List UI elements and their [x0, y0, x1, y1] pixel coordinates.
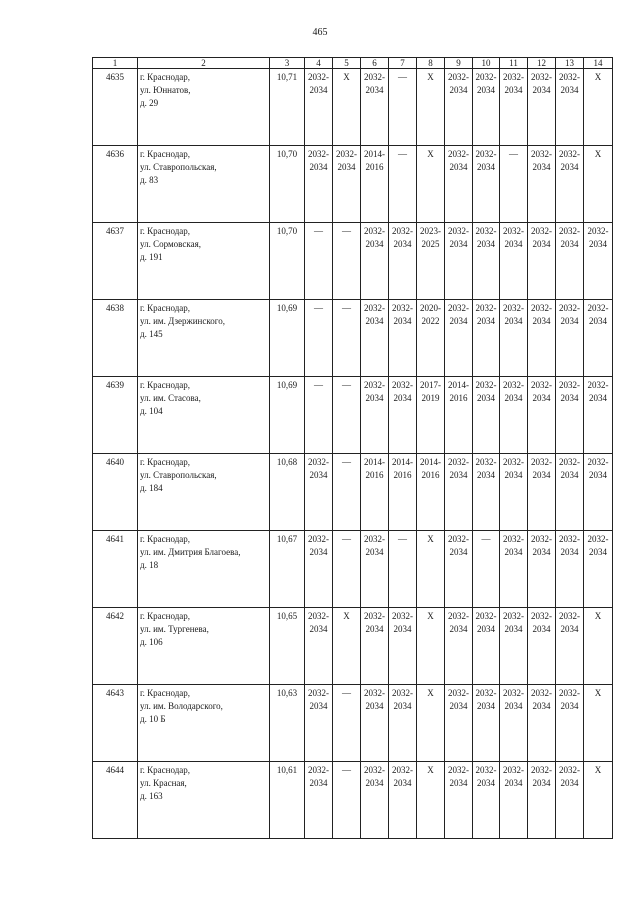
period-cell: 2032- 2034 — [556, 608, 584, 685]
period-cell: — — [389, 146, 417, 223]
period-cell: 2032- 2034 — [500, 300, 528, 377]
period-cell: 2032- 2034 — [361, 608, 389, 685]
address-cell: г. Краснодар, ул. Сормовская, д. 191 — [138, 223, 270, 300]
address-cell: г. Краснодар, ул. им. Дмитрия Благоева, д. 18 — [138, 531, 270, 608]
period-cell: 2014- 2016 — [389, 454, 417, 531]
period-cell: 2032- 2034 — [500, 377, 528, 454]
table-row — [93, 531, 613, 608]
period-cell: 2014- 2016 — [417, 454, 445, 531]
address-cell: г. Краснодар, ул. им. Дзержинского, д. 145 — [138, 300, 270, 377]
period-cell: 2032- 2034 — [556, 685, 584, 762]
table-row — [93, 454, 613, 531]
period-cell: — — [305, 223, 333, 300]
column-number: 6 — [361, 58, 389, 69]
address-cell: г. Краснодар, ул. Ставропольская, д. 184 — [138, 454, 270, 531]
period-cell: Х — [333, 608, 361, 685]
row-number-cell: 4643 — [93, 685, 138, 762]
period-cell: 2032- 2034 — [584, 300, 613, 377]
period-cell: 2032- 2034 — [473, 377, 500, 454]
period-cell: 2032- 2034 — [556, 69, 584, 146]
period-cell: 2032- 2034 — [500, 454, 528, 531]
period-cell: 2032- 2034 — [473, 762, 500, 839]
period-cell: 2032- 2034 — [528, 69, 556, 146]
period-cell: 2032- 2034 — [305, 146, 333, 223]
period-cell: 2032- 2034 — [473, 146, 500, 223]
column-number-row — [93, 58, 613, 69]
period-cell: 2032- 2034 — [361, 685, 389, 762]
column-number: 11 — [500, 58, 528, 69]
register-table — [92, 57, 613, 839]
period-cell: 2014- 2016 — [445, 377, 473, 454]
column-number: 7 — [389, 58, 417, 69]
period-cell: 2032- 2034 — [445, 685, 473, 762]
table-row — [93, 300, 613, 377]
row-number-cell: 4640 — [93, 454, 138, 531]
period-cell: 2017- 2019 — [417, 377, 445, 454]
period-cell: 2032- 2034 — [500, 223, 528, 300]
area-cell: 10,67 — [270, 531, 305, 608]
period-cell: 2023- 2025 — [417, 223, 445, 300]
period-cell: 2032- 2034 — [445, 146, 473, 223]
period-cell: — — [333, 377, 361, 454]
period-cell: Х — [584, 608, 613, 685]
period-cell: 2032- 2034 — [473, 69, 500, 146]
column-number: 9 — [445, 58, 473, 69]
period-cell: 2032- 2034 — [473, 454, 500, 531]
area-cell: 10,70 — [270, 146, 305, 223]
period-cell: 2032- 2034 — [361, 531, 389, 608]
period-cell: Х — [584, 685, 613, 762]
period-cell: 2032- 2034 — [473, 608, 500, 685]
period-cell: 2032- 2034 — [500, 531, 528, 608]
period-cell: 2032- 2034 — [445, 69, 473, 146]
period-cell: 2032- 2034 — [305, 685, 333, 762]
column-number: 1 — [93, 58, 138, 69]
period-cell: Х — [584, 762, 613, 839]
period-cell: — — [500, 146, 528, 223]
period-cell: 2032- 2034 — [528, 454, 556, 531]
period-cell: 2032- 2034 — [500, 762, 528, 839]
period-cell: Х — [333, 69, 361, 146]
period-cell: 2032- 2034 — [528, 300, 556, 377]
period-cell: 2032- 2034 — [556, 762, 584, 839]
row-number-cell: 4639 — [93, 377, 138, 454]
area-cell: 10,69 — [270, 377, 305, 454]
table-body — [93, 69, 613, 839]
period-cell: 2032- 2034 — [528, 685, 556, 762]
period-cell: Х — [417, 685, 445, 762]
column-number: 2 — [138, 58, 270, 69]
period-cell: — — [333, 454, 361, 531]
area-cell: 10,71 — [270, 69, 305, 146]
period-cell: 2032- 2034 — [361, 377, 389, 454]
address-cell: г. Краснодар, ул. им. Володарского, д. 10 Б — [138, 685, 270, 762]
table-row — [93, 608, 613, 685]
period-cell: 2032- 2034 — [556, 531, 584, 608]
period-cell: 2032- 2034 — [473, 300, 500, 377]
row-number-cell: 4636 — [93, 146, 138, 223]
period-cell: 2032- 2034 — [305, 69, 333, 146]
period-cell: 2032- 2034 — [445, 300, 473, 377]
period-cell: 2032- 2034 — [305, 762, 333, 839]
period-cell: 2014- 2016 — [361, 146, 389, 223]
period-cell: 2032- 2034 — [361, 300, 389, 377]
table-row — [93, 146, 613, 223]
period-cell: 2032- 2034 — [528, 146, 556, 223]
period-cell: 2032- 2034 — [584, 223, 613, 300]
column-number: 12 — [528, 58, 556, 69]
period-cell: 2032- 2034 — [528, 377, 556, 454]
period-cell: 2032- 2034 — [584, 531, 613, 608]
period-cell: Х — [417, 531, 445, 608]
period-cell: 2032- 2034 — [361, 69, 389, 146]
period-cell: — — [333, 762, 361, 839]
period-cell: — — [305, 300, 333, 377]
column-number: 3 — [270, 58, 305, 69]
period-cell: Х — [584, 146, 613, 223]
period-cell: Х — [584, 69, 613, 146]
period-cell: 2032- 2034 — [584, 377, 613, 454]
period-cell: 2032- 2034 — [389, 223, 417, 300]
area-cell: 10,70 — [270, 223, 305, 300]
table-row — [93, 762, 613, 839]
period-cell: 2032- 2034 — [361, 762, 389, 839]
table-row — [93, 223, 613, 300]
period-cell: — — [389, 69, 417, 146]
address-cell: г. Краснодар, ул. Юннатов, д. 29 — [138, 69, 270, 146]
period-cell: 2032- 2034 — [389, 685, 417, 762]
column-number: 13 — [556, 58, 584, 69]
period-cell: 2032- 2034 — [500, 69, 528, 146]
period-cell: — — [305, 377, 333, 454]
period-cell: 2032- 2034 — [389, 762, 417, 839]
address-cell: г. Краснодар, ул. Красная, д. 163 — [138, 762, 270, 839]
table-row — [93, 69, 613, 146]
period-cell: — — [333, 531, 361, 608]
period-cell: 2032- 2034 — [528, 223, 556, 300]
period-cell: 2032- 2034 — [389, 377, 417, 454]
period-cell: Х — [417, 762, 445, 839]
period-cell: 2032- 2034 — [445, 223, 473, 300]
table-row — [93, 377, 613, 454]
row-number-cell: 4637 — [93, 223, 138, 300]
period-cell: 2032- 2034 — [528, 531, 556, 608]
area-cell: 10,63 — [270, 685, 305, 762]
page-number: 465 — [312, 27, 328, 38]
period-cell: — — [389, 531, 417, 608]
period-cell: 2032- 2034 — [500, 685, 528, 762]
period-cell: 2020- 2022 — [417, 300, 445, 377]
period-cell: — — [333, 685, 361, 762]
area-cell: 10,68 — [270, 454, 305, 531]
period-cell: 2032- 2034 — [305, 531, 333, 608]
period-cell: Х — [417, 146, 445, 223]
period-cell: 2032- 2034 — [445, 608, 473, 685]
period-cell: 2032- 2034 — [556, 377, 584, 454]
period-cell: 2032- 2034 — [473, 223, 500, 300]
row-number-cell: 4635 — [93, 69, 138, 146]
period-cell: 2032- 2034 — [445, 762, 473, 839]
period-cell: 2032- 2034 — [333, 146, 361, 223]
period-cell: 2032- 2034 — [305, 454, 333, 531]
area-cell: 10,69 — [270, 300, 305, 377]
address-cell: г. Краснодар, ул. им. Тургенева, д. 106 — [138, 608, 270, 685]
period-cell: 2032- 2034 — [556, 223, 584, 300]
period-cell: — — [333, 223, 361, 300]
period-cell: 2032- 2034 — [445, 454, 473, 531]
period-cell: — — [473, 531, 500, 608]
period-cell: 2032- 2034 — [305, 608, 333, 685]
period-cell: Х — [417, 69, 445, 146]
column-number: 10 — [473, 58, 500, 69]
period-cell: 2032- 2034 — [528, 762, 556, 839]
row-number-cell: 4638 — [93, 300, 138, 377]
area-cell: 10,65 — [270, 608, 305, 685]
period-cell: 2032- 2034 — [528, 608, 556, 685]
address-cell: г. Краснодар, ул. Ставропольская, д. 83 — [138, 146, 270, 223]
period-cell: 2032- 2034 — [556, 454, 584, 531]
address-cell: г. Краснодар, ул. им. Стасова, д. 104 — [138, 377, 270, 454]
column-number: 4 — [305, 58, 333, 69]
period-cell: 2032- 2034 — [584, 454, 613, 531]
row-number-cell: 4642 — [93, 608, 138, 685]
area-cell: 10,61 — [270, 762, 305, 839]
column-number: 5 — [333, 58, 361, 69]
period-cell: 2032- 2034 — [389, 300, 417, 377]
period-cell: 2032- 2034 — [389, 608, 417, 685]
column-number: 14 — [584, 58, 613, 69]
period-cell: 2032- 2034 — [445, 531, 473, 608]
column-number: 8 — [417, 58, 445, 69]
period-cell: 2032- 2034 — [473, 685, 500, 762]
period-cell: 2032- 2034 — [556, 300, 584, 377]
period-cell: — — [333, 300, 361, 377]
period-cell: 2032- 2034 — [361, 223, 389, 300]
period-cell: Х — [417, 608, 445, 685]
period-cell: 2014- 2016 — [361, 454, 389, 531]
row-number-cell: 4644 — [93, 762, 138, 839]
period-cell: 2032- 2034 — [500, 608, 528, 685]
table-row — [93, 685, 613, 762]
period-cell: 2032- 2034 — [556, 146, 584, 223]
row-number-cell: 4641 — [93, 531, 138, 608]
